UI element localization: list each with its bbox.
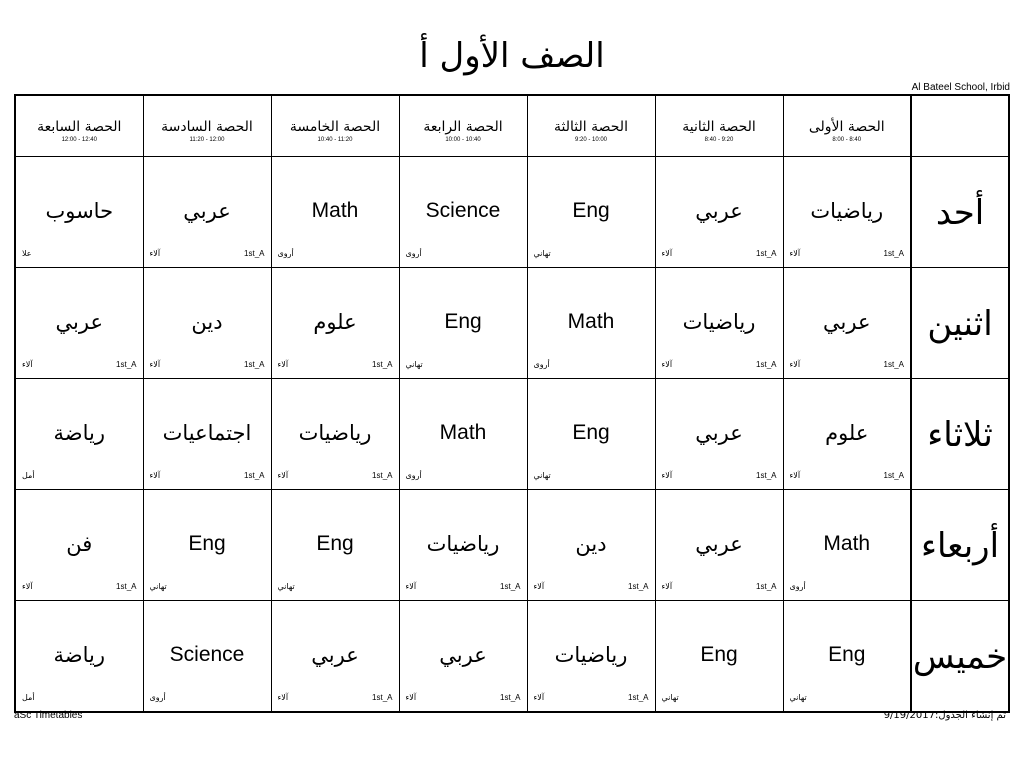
lesson-group: 1st_A (244, 471, 265, 480)
day-row (15, 379, 1009, 490)
day-row (15, 157, 1009, 268)
day-row (15, 268, 1009, 379)
lesson-cell (271, 157, 399, 268)
lesson-cell (271, 379, 399, 490)
lesson-cell (271, 601, 399, 713)
lesson-subject: علوم (313, 310, 357, 334)
timetable-grid (14, 94, 1010, 713)
software-credit: aSc Timetables (14, 710, 83, 721)
lesson-cell (783, 490, 911, 601)
day-label-cell (911, 601, 1009, 713)
day-label-cell (911, 268, 1009, 379)
lesson-cell (783, 601, 911, 713)
lesson-group: 1st_A (756, 360, 777, 369)
lesson-cell (15, 601, 143, 713)
period-time: 8:40 - 9:20 (704, 137, 734, 143)
lesson-cell (15, 490, 143, 601)
lesson-cell (143, 268, 271, 379)
lesson-teacher: أروى (405, 249, 422, 258)
lesson-subject: رياضة (53, 643, 105, 667)
period-name: الحصة الأولى (808, 119, 885, 135)
lesson-cell (655, 157, 783, 268)
lesson-cell (655, 379, 783, 490)
lesson-subject: اجتماعيات (162, 421, 252, 445)
lesson-subject: عربي (695, 532, 743, 556)
lesson-teacher: آلاء (661, 582, 673, 591)
lesson-group: 1st_A (372, 360, 393, 369)
lesson-cell (527, 601, 655, 713)
lesson-subject: Science (425, 199, 501, 222)
lesson-cell (399, 490, 527, 601)
lesson-teacher: آلاء (22, 582, 33, 591)
school-name: Al Bateel School, Irbid (911, 82, 1010, 93)
lesson-cell (783, 157, 911, 268)
lesson-teacher: تهاني (661, 693, 679, 702)
period-name: الحصة السابعة (37, 119, 122, 135)
lesson-subject: Math (311, 199, 359, 222)
lesson-subject: رياضيات (298, 421, 372, 445)
lesson-cell (271, 490, 399, 601)
lesson-teacher: آلاء (149, 471, 161, 480)
created-date (884, 710, 1006, 721)
period-time: 10:40 - 11:20 (317, 137, 353, 143)
period-header-7 (15, 95, 143, 157)
lesson-group: 1st_A (372, 693, 393, 702)
lesson-subject: Math (567, 310, 615, 333)
day-label-cell (911, 379, 1009, 490)
lesson-subject: Eng (828, 643, 866, 666)
period-header-2 (655, 95, 783, 157)
period-name: الحصة الثانية (682, 119, 756, 135)
day-label-cell (911, 490, 1009, 601)
lesson-teacher: آلاء (149, 249, 161, 258)
lesson-teacher: تهاني (789, 693, 807, 702)
lesson-group: 1st_A (756, 471, 777, 480)
lesson-cell (399, 601, 527, 713)
period-header-1 (783, 95, 911, 157)
lesson-cell (15, 268, 143, 379)
day-name: خميس (912, 637, 1008, 677)
lesson-subject: رياضيات (554, 643, 628, 667)
lesson-subject: Eng (444, 310, 482, 333)
lesson-subject: عربي (311, 643, 359, 667)
day-name: اثنين (927, 304, 993, 344)
lesson-subject: رياضيات (682, 310, 756, 334)
period-time: 11:20 - 12:00 (189, 137, 225, 143)
lesson-cell (783, 268, 911, 379)
day-label-cell (911, 157, 1009, 268)
lesson-subject: عربي (55, 310, 103, 334)
lesson-teacher: أمل (22, 693, 35, 702)
lesson-cell (527, 157, 655, 268)
created-date-value: 9/19/2017 (883, 710, 935, 721)
lesson-group: 1st_A (628, 693, 649, 702)
lesson-group: 1st_A (883, 471, 904, 480)
lesson-cell (527, 379, 655, 490)
lesson-cell (527, 490, 655, 601)
lesson-subject: عربي (439, 643, 487, 667)
lesson-subject: حاسوب (45, 199, 114, 223)
lesson-teacher: أروى (789, 582, 806, 591)
period-name: الحصة الثالثة (554, 119, 628, 135)
lesson-subject: عربي (183, 199, 231, 223)
period-time: 8:00 - 8:40 (832, 137, 862, 143)
lesson-cell (143, 601, 271, 713)
lesson-teacher: تهاني (533, 249, 551, 258)
period-header-4 (399, 95, 527, 157)
lesson-teacher: تهاني (405, 360, 423, 369)
lesson-subject: Math (823, 532, 871, 555)
lesson-cell (143, 490, 271, 601)
lesson-teacher: آلاء (149, 360, 161, 369)
lesson-subject: رياضيات (426, 532, 500, 556)
lesson-cell (399, 157, 527, 268)
lesson-teacher: آلاء (661, 249, 673, 258)
lesson-group: 1st_A (628, 582, 649, 591)
lesson-cell (15, 157, 143, 268)
lesson-subject: Eng (572, 421, 610, 444)
lesson-teacher: تهاني (149, 582, 167, 591)
lesson-cell (399, 379, 527, 490)
lesson-cell (271, 268, 399, 379)
lesson-teacher: آلاء (661, 471, 673, 480)
lesson-subject: Eng (316, 532, 354, 555)
lesson-teacher: آلاء (789, 471, 801, 480)
lesson-teacher: آلاء (661, 360, 673, 369)
lesson-cell (143, 157, 271, 268)
lesson-subject: فن (66, 532, 93, 556)
lesson-group: 1st_A (756, 582, 777, 591)
period-time: 12:00 - 12:40 (61, 137, 97, 143)
lesson-subject: Math (439, 421, 487, 444)
lesson-teacher: آلاء (277, 471, 289, 480)
day-name: أحد (935, 193, 985, 233)
lesson-subject: Eng (700, 643, 738, 666)
header-row (15, 95, 1009, 157)
lesson-group: 1st_A (244, 360, 265, 369)
period-name: الحصة الخامسة (289, 119, 381, 135)
lesson-teacher: آلاء (277, 693, 289, 702)
lesson-subject: رياضيات (810, 199, 884, 223)
lesson-group: 1st_A (883, 360, 904, 369)
period-time: 9:20 - 10:00 (574, 137, 608, 143)
corner-cell (911, 95, 1009, 157)
lesson-group: 1st_A (500, 582, 521, 591)
lesson-subject: علوم (825, 421, 869, 445)
lesson-subject: رياضة (53, 421, 105, 445)
lesson-subject: Eng (188, 532, 226, 555)
lesson-subject: Science (169, 643, 245, 666)
lesson-cell (15, 379, 143, 490)
lesson-teacher: تهاني (277, 582, 295, 591)
period-name: الحصة الرابعة (423, 119, 503, 135)
lesson-subject: دين (191, 310, 223, 334)
period-header-3 (527, 95, 655, 157)
page-title: الصف الأول أ (419, 36, 605, 76)
lesson-teacher: أروى (149, 693, 166, 702)
day-name: أربعاء (920, 526, 1000, 566)
lesson-teacher: تهاني (533, 471, 551, 480)
lesson-teacher: آلاء (789, 360, 801, 369)
lesson-subject: عربي (823, 310, 871, 334)
period-header-5 (271, 95, 399, 157)
lesson-group: 1st_A (116, 582, 137, 591)
lesson-subject: دين (575, 532, 607, 556)
day-row (15, 601, 1009, 713)
lesson-subject: Eng (572, 199, 610, 222)
lesson-group: 1st_A (500, 693, 521, 702)
lesson-subject: عربي (695, 421, 743, 445)
lesson-cell (527, 268, 655, 379)
lesson-cell (655, 268, 783, 379)
lesson-teacher: آلاء (789, 249, 801, 258)
lesson-teacher: أروى (533, 360, 550, 369)
lesson-cell (143, 379, 271, 490)
lesson-group: 1st_A (244, 249, 265, 258)
lesson-teacher: آلاء (533, 693, 545, 702)
lesson-cell (655, 490, 783, 601)
period-name: الحصة السادسة (161, 119, 253, 135)
day-row (15, 490, 1009, 601)
period-time: 10:00 - 10:40 (445, 137, 481, 143)
created-label: تم إنشاء الجدول: (934, 710, 1006, 721)
lesson-cell (655, 601, 783, 713)
lesson-group: 1st_A (883, 249, 904, 258)
lesson-cell (399, 268, 527, 379)
lesson-teacher: علا (22, 249, 32, 258)
day-name: ثلاثاء (927, 415, 993, 455)
lesson-cell (783, 379, 911, 490)
lesson-group: 1st_A (756, 249, 777, 258)
lesson-group: 1st_A (372, 471, 393, 480)
lesson-teacher: أروى (277, 249, 294, 258)
lesson-subject: عربي (695, 199, 743, 223)
lesson-teacher: آلاء (277, 360, 289, 369)
period-header-6 (143, 95, 271, 157)
lesson-group: 1st_A (116, 360, 137, 369)
lesson-teacher: أروى (405, 471, 422, 480)
lesson-teacher: أمل (22, 471, 35, 480)
lesson-teacher: آلاء (22, 360, 33, 369)
lesson-teacher: آلاء (405, 582, 417, 591)
lesson-teacher: آلاء (533, 582, 545, 591)
lesson-teacher: آلاء (405, 693, 417, 702)
